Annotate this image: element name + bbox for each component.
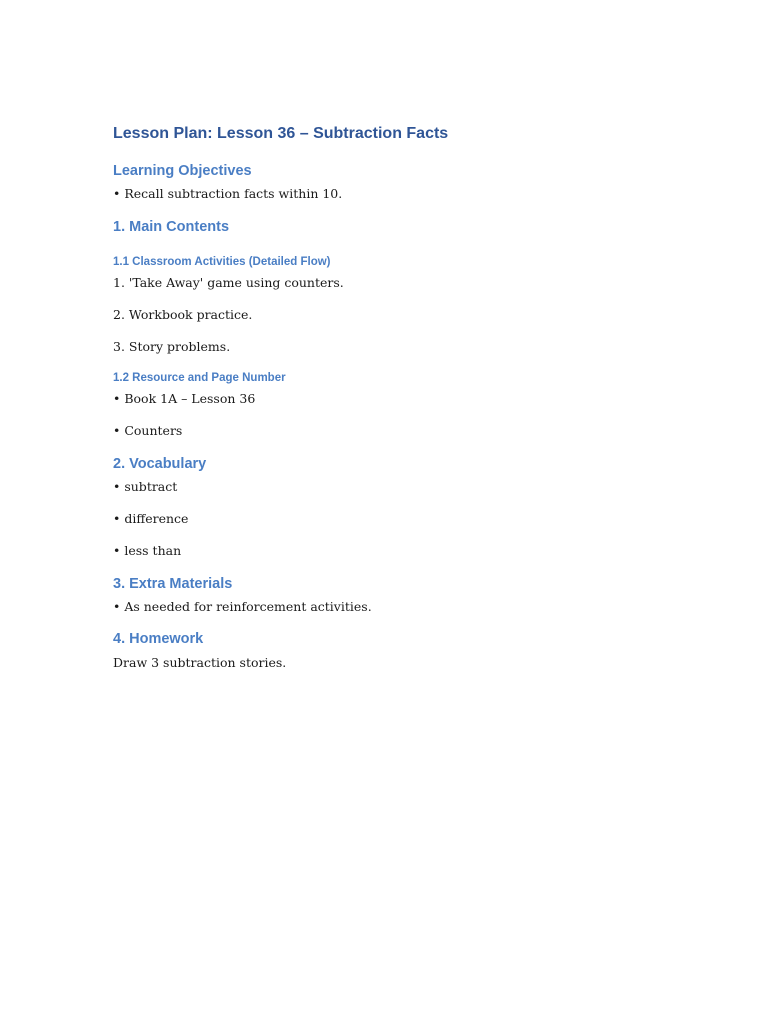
resource-item: • Counters [113,423,183,438]
main-contents-heading: 1. Main Contents [113,219,230,235]
classroom-activities-heading: 1.1 Classroom Activities (Detailed Flow) [113,256,331,268]
vocabulary-heading: 2. Vocabulary [113,456,207,472]
extra-materials-item: • As needed for reinforcement activities. [113,599,372,614]
objective-item: • Recall subtraction facts within 10. [113,186,343,201]
extra-materials-heading: 3. Extra Materials [113,576,233,592]
vocabulary-item: • less than [113,543,182,558]
homework-heading: 4. Homework [113,631,204,647]
learning-objectives-heading: Learning Objectives [113,163,252,179]
vocabulary-item: • difference [113,511,189,526]
activity-item: 3. Story problems. [113,339,231,354]
resource-item: • Book 1A – Lesson 36 [113,391,256,406]
vocabulary-item: • subtract [113,479,178,494]
activity-item: 1. 'Take Away' game using counters. [113,275,344,290]
activity-item: 2. Workbook practice. [113,307,253,322]
document-title: Lesson Plan: Lesson 36 – Subtraction Facts [113,125,449,142]
resource-page-heading: 1.2 Resource and Page Number [113,372,286,384]
homework-text: Draw 3 subtraction stories. [113,655,287,670]
